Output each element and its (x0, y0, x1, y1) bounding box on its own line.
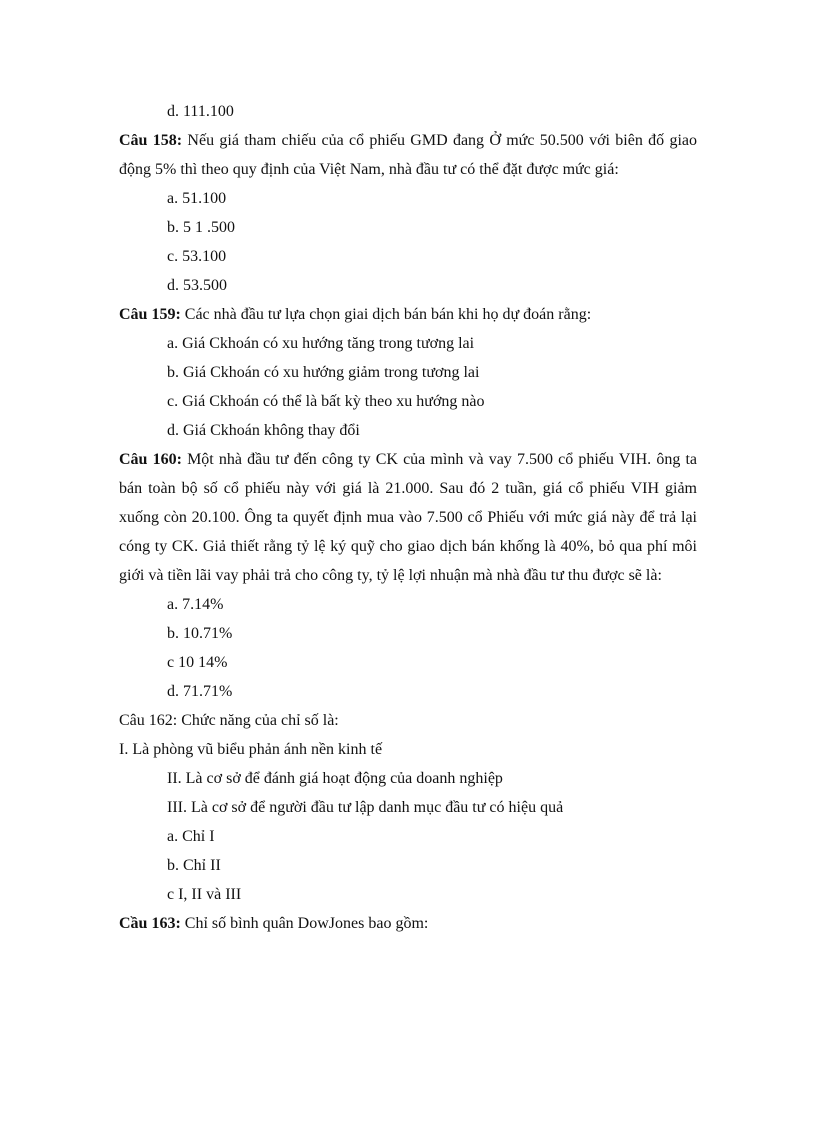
q160-line-2: bán toàn bộ số cổ phiếu này với giá là 21.000. Sau đó 2 tuần, giá cổ phiếu VIH giảm (119, 480, 697, 497)
q160-option-b: b. 10.71% (167, 625, 233, 642)
q158-line-1 (119, 131, 697, 151)
q162-item-1: I. Là phòng vũ biểu phản ánh nền kinh tế (119, 741, 383, 758)
q158-option-b: b. 5 1 .500 (167, 219, 235, 236)
q160-text-1: Một nhà đầu tư đến công ty CK của mình và vay 7.500 cổ phiếu VIH. ông ta (181, 451, 698, 468)
q158-line-2: động 5% thì theo quy định của Việt Nam, nhà đầu tư có thể đặt được mức giá: (119, 161, 619, 178)
q158-option-c: c. 53.100 (167, 248, 227, 265)
q163-label: Cầu 163: (119, 915, 181, 932)
q162-option-a: a. Chỉ I (167, 828, 215, 845)
q160-option-c: c 10 14% (167, 654, 228, 671)
q157-option-d: d. 111.100 (167, 103, 234, 120)
q160-line-4: cóng ty CK. Giả thiết rằng tỷ lệ ký quỹ cho giao dịch bán khống là 40%, bỏ qua phí môi (119, 538, 697, 555)
q160-option-d: d. 71.71% (167, 683, 233, 700)
q158-option-a: a. 51.100 (167, 190, 227, 207)
q160-line-3: xuống còn 20.100. Ông ta quyết định mua vào 7.500 cổ Phiếu với mức giá này để trả lại (119, 509, 697, 526)
q162-option-c: c I, II và III (167, 886, 242, 903)
q158-label: Câu 158: (119, 132, 183, 149)
q160-line-5: giới và tiền lãi vay phải trả cho công ty, tỷ lệ lợi nhuận mà nhà đầu tư thu được sẽ là: (119, 567, 662, 584)
q158-text-1: Nếu giá tham chiếu của cổ phiếu GMD đang Ở mức 50.500 với biên đố giao (182, 132, 697, 149)
q160-line-1 (119, 450, 697, 470)
q159-label: Câu 159: (119, 306, 181, 323)
q159-option-d: d. Giá Ckhoán không thay đổi (167, 422, 360, 439)
q163-line-1 (119, 914, 428, 934)
q159-option-a: a. Giá Ckhoán có xu hướng tăng trong tương lai (167, 335, 475, 352)
q160-label: Câu 160: (119, 451, 182, 468)
q162-item-2: II. Là cơ sở để đánh giá hoạt động của doanh nghiệp (167, 770, 503, 787)
q158-option-d: d. 53.500 (167, 277, 227, 294)
q162-line-1: Câu 162: Chức năng của chỉ số là: (119, 712, 339, 729)
q159-text-1: Các nhà đầu tư lựa chọn giai dịch bán bán khi họ dự đoán rằng: (180, 306, 592, 323)
q159-option-b: b. Giá Ckhoán có xu hướng giảm trong tương lai (167, 364, 480, 381)
q162-item-3: III. Là cơ sở để người đầu tư lập danh mục đầu tư có hiệu quả (167, 799, 564, 816)
q162-option-b: b. Chỉ II (167, 857, 221, 874)
q159-option-c: c. Giá Ckhoán có thể là bất kỳ theo xu hướng nào (167, 393, 485, 410)
q159-line-1 (119, 305, 591, 325)
q163-text-1: Chỉ số bình quân DowJones bao gồm: (180, 915, 429, 932)
q160-option-a: a. 7.14% (167, 596, 224, 613)
